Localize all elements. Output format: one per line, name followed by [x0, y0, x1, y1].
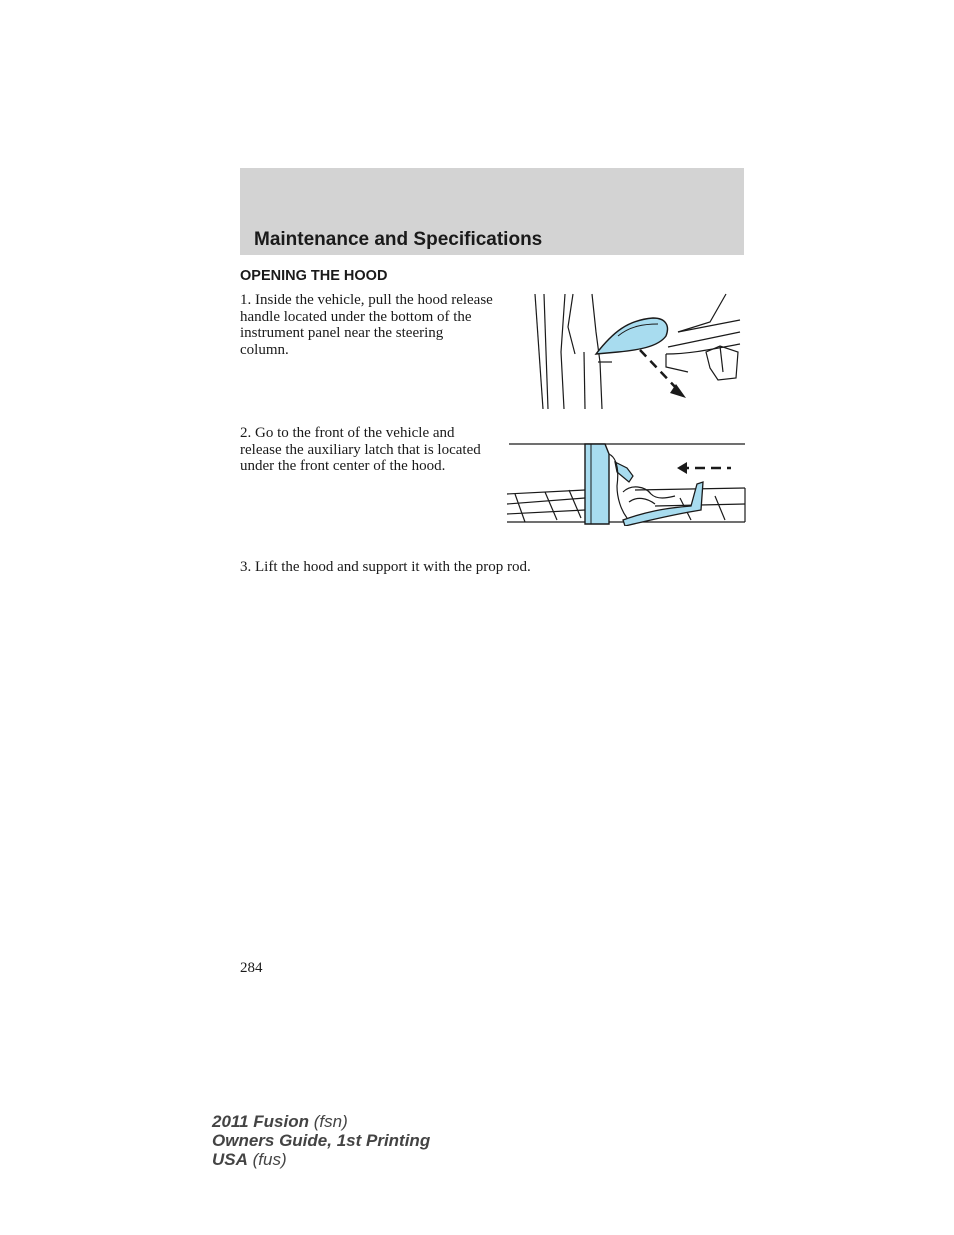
- footer-market-code: (fus): [252, 1150, 287, 1169]
- footer-line-3: [212, 1150, 430, 1169]
- footer-printing: Owners Guide, 1st Printing: [212, 1131, 431, 1150]
- section-heading: OPENING THE HOOD: [240, 268, 388, 284]
- section-header-title: Maintenance and Specifications: [254, 229, 543, 250]
- footer-line-1: [212, 1112, 430, 1131]
- step-3-text: 3. Lift the hood and support it with the prop rod.: [240, 559, 531, 575]
- footer-imprint: [212, 1112, 430, 1169]
- auxiliary-latch-illustration: [505, 440, 747, 526]
- section-header-band: [240, 168, 744, 255]
- footer-model-code: (fsn): [313, 1112, 348, 1131]
- page-number: 284: [240, 960, 263, 976]
- hood-release-handle-illustration: [518, 292, 744, 412]
- footer-model: 2011 Fusion: [212, 1112, 309, 1131]
- footer-line-2: [212, 1131, 430, 1150]
- step-2-text: 2. Go to the front of the vehicle and release the auxiliary latch that is located under the front center of the hood.: [240, 425, 481, 474]
- step-1-text: 1. Inside the vehicle, pull the hood release handle located under the bottom of the instrument panel near the steering column.: [240, 292, 493, 358]
- footer-market: USA: [212, 1150, 248, 1169]
